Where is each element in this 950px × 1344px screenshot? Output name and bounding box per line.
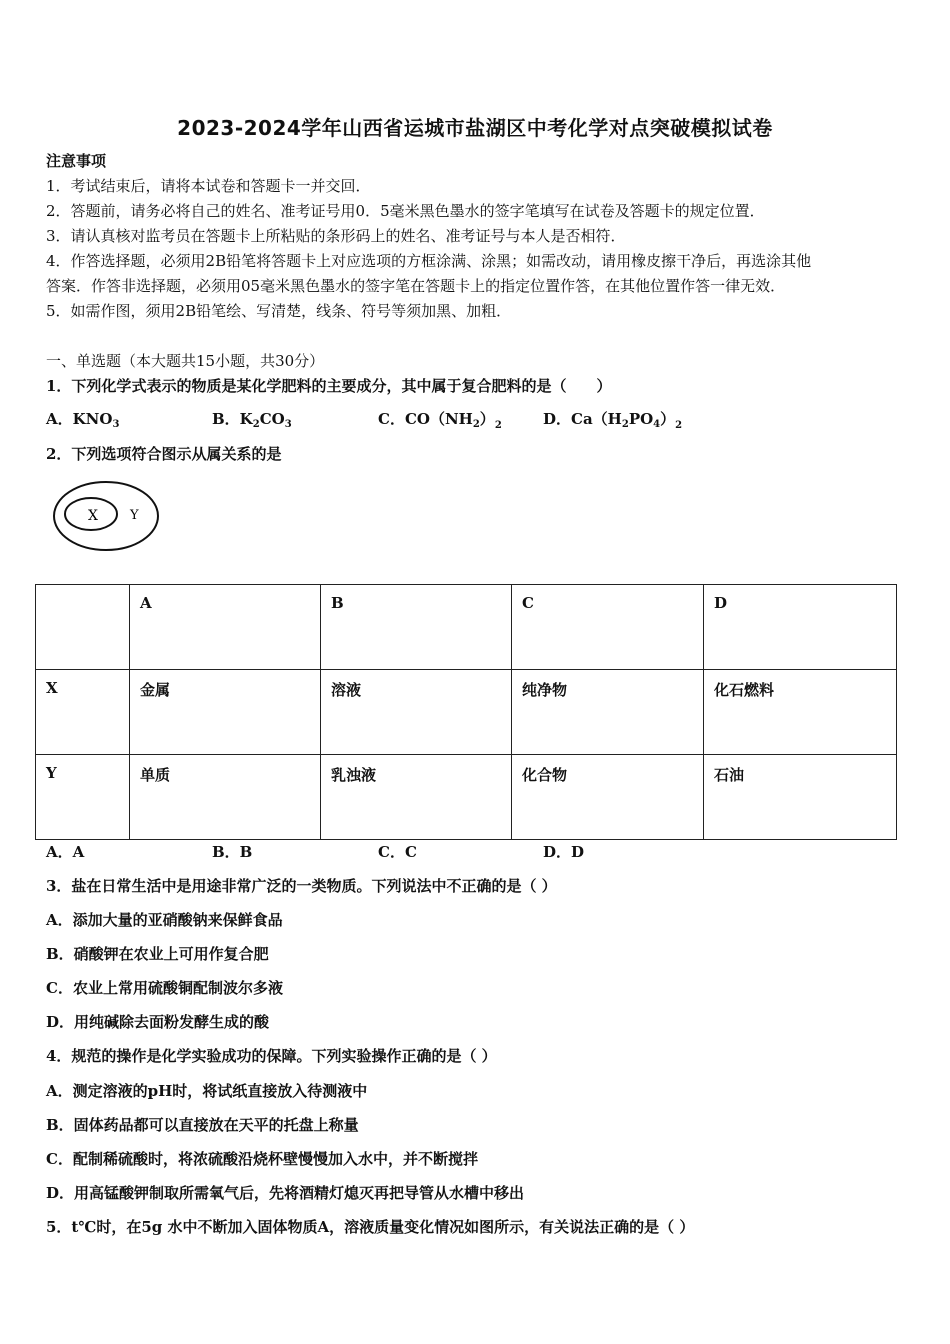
table-cell: 石油 xyxy=(704,755,897,840)
table-cell: 乳浊液 xyxy=(321,755,512,840)
notice-item: 2．答题前，请务必将自己的姓名、准考证号用0．5毫米黑色墨水的签字笔填写在试卷及答题卡的规定位置． xyxy=(46,202,765,220)
notice-heading: 注意事项 xyxy=(46,152,107,170)
outer-ellipse-y xyxy=(54,482,158,550)
q1-option-b: B．$K_2CO_3$ xyxy=(212,410,292,430)
notice-item: 3．请认真核对监考员在答题卡上所粘贴的条形码上的姓名、准考证号与本人是否相符． xyxy=(46,227,626,245)
table-cell: 单质 xyxy=(130,755,321,840)
table-cell: 化合物 xyxy=(512,755,704,840)
q2-option-b: B．B xyxy=(212,843,253,861)
q2-option-c: C．C xyxy=(378,843,417,861)
q3-option-d: D．用纯碱除去面粉发酵生成的酸 xyxy=(46,1013,270,1031)
question-2-stem: 2．下列选项符合图示从属关系的是 xyxy=(46,445,282,463)
q4-option-c: C．配制稀硫酸时，将浓硫酸沿烧杯壁慢慢加入水中，并不断搅拌 xyxy=(46,1150,478,1168)
section-heading: 一、单选题（本大题共15小题，共30分） xyxy=(46,352,325,370)
venn-diagram xyxy=(50,476,165,556)
q1-option-c: C．$CO(NH_2)_2$ xyxy=(378,410,502,431)
question-5-stem: 5．t℃时，在5g 水中不断加入固体物质A，溶液质量变化情况如图所示，有关说法正确的是（ ） xyxy=(46,1218,695,1236)
q2-option-d: D．D xyxy=(543,843,585,861)
page-title: 2023-2024学年山西省运城市盐湖区中考化学对点突破模拟试卷 xyxy=(177,116,773,140)
q1-option-a: A．$KNO_3$ xyxy=(46,410,120,430)
table-row xyxy=(36,755,897,840)
q4-option-a: A．测定溶液的pH时，将试纸直接放入待测液中 xyxy=(46,1082,368,1100)
table-cell: 金属 xyxy=(130,670,321,755)
q3-option-a: A．添加大量的亚硝酸钠来保鲜食品 xyxy=(46,911,283,929)
notice-item: 5．如需作图，须用2B铅笔绘、写清楚，线条、符号等须加黑、加粗． xyxy=(46,302,512,320)
q3-option-c: C．农业上常用硫酸铜配制波尔多液 xyxy=(46,979,283,997)
q3-option-b: B．硝酸钾在农业上可用作复合肥 xyxy=(46,945,269,963)
table-cell: X xyxy=(36,670,130,755)
q2-option-a: A．A xyxy=(46,843,85,861)
diagram-label-x: X xyxy=(88,508,98,524)
question-4-stem: 4．规范的操作是化学实验成功的保障。下列实验操作正确的是（ ） xyxy=(46,1047,497,1065)
table-cell: 溶液 xyxy=(321,670,512,755)
notice-item: 4．作答选择题，必须用2B铅笔将答题卡上对应选项的方框涂满、涂黑；如需改动，请用橡皮擦干净后，再选涂其他 xyxy=(46,252,812,270)
q4-option-d: D．用高锰酸钾制取所需氧气后，先将酒精灯熄灭再把导管从水槽中移出 xyxy=(46,1184,525,1202)
table-cell: 纯净物 xyxy=(512,670,704,755)
table-row xyxy=(36,670,897,755)
table-cell: D xyxy=(704,585,897,670)
q4-option-b: B．固体药品都可以直接放在天平的托盘上称量 xyxy=(46,1116,359,1134)
table-cell: Y xyxy=(36,755,130,840)
notice-item: 1．考试结束后，请将本试卷和答题卡一并交回． xyxy=(46,177,371,195)
table-cell xyxy=(36,585,130,670)
table-cell: 化石燃料 xyxy=(704,670,897,755)
q1-option-d: D．$Ca(H_2PO_4)_2$ xyxy=(543,410,683,431)
table-cell: C xyxy=(512,585,704,670)
classification-table xyxy=(35,584,897,840)
diagram-label-y: Y xyxy=(130,508,139,523)
table-cell: A xyxy=(130,585,321,670)
table-row xyxy=(36,585,897,670)
question-1-stem: 1．下列化学式表示的物质是某化学肥料的主要成分，其中属于复合肥料的是（ ） xyxy=(46,377,612,395)
question-3-stem: 3．盐在日常生活中是用途非常广泛的一类物质。下列说法中不正确的是（ ） xyxy=(46,877,557,895)
notice-item: 答案．作答非选择题，必须用05毫米黑色墨水的签字笔在答题卡上的指定位置作答，在其他位置作答一律无效． xyxy=(46,277,786,295)
table-cell: B xyxy=(321,585,512,670)
